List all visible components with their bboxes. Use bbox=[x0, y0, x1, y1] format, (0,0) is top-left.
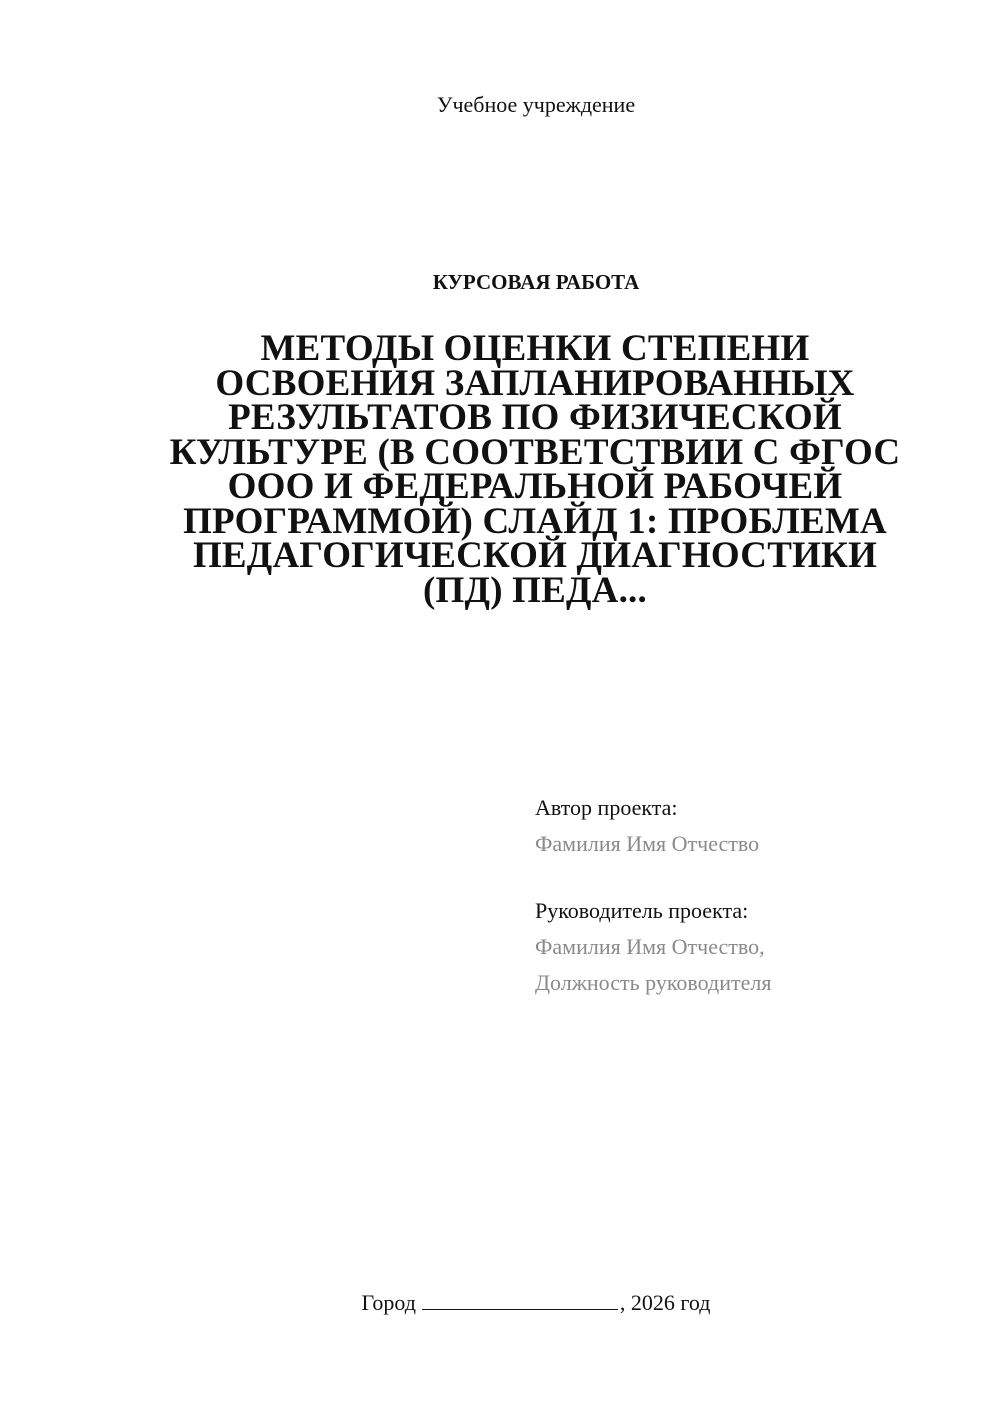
supervisor-block bbox=[535, 893, 975, 1001]
city-year-line bbox=[0, 1290, 1000, 1316]
supervisor-name: Фамилия Имя Отчество, bbox=[535, 934, 765, 959]
author-name: Фамилия Имя Отчество bbox=[535, 831, 760, 856]
title-line: РЕЗУЛЬТАТОВ ПО ФИЗИЧЕСКОЙ bbox=[228, 397, 842, 438]
title-line: ОСВОЕНИЯ ЗАПЛАНИРОВАННЫХ bbox=[215, 362, 855, 404]
institution-name: Учебное учреждение bbox=[436, 92, 636, 117]
title-line: МЕТОДЫ ОЦЕНКИ СТЕПЕНИ bbox=[260, 328, 810, 369]
supervisor-label: Руководитель проекта: bbox=[535, 898, 749, 923]
author-label: Автор проекта: bbox=[535, 795, 678, 820]
supervisor-position: Должность руководителя bbox=[535, 970, 772, 995]
work-type-heading: КУРСОВАЯ РАБОТА bbox=[432, 270, 640, 294]
title-line: ООО И ФЕДЕРАЛЬНОЙ РАБОЧЕЙ bbox=[227, 466, 843, 507]
title-line: ПЕДАГОГИЧЕСКОЙ ДИАГНОСТИКИ bbox=[192, 535, 878, 576]
title-line: ПРОГРАММОЙ) СЛАЙД 1: ПРОБЛЕМА bbox=[183, 500, 887, 542]
author-block bbox=[535, 790, 975, 862]
year-text: , 2026 год bbox=[619, 1290, 711, 1315]
city-label: Город bbox=[361, 1290, 416, 1315]
title-line: (ПД) ПЕДА... bbox=[423, 569, 647, 611]
city-blank-line bbox=[422, 1291, 618, 1310]
work-title bbox=[140, 328, 930, 611]
title-line: КУЛЬТУРЕ (В СООТВЕТСТВИИ С ФГОС bbox=[169, 431, 901, 473]
